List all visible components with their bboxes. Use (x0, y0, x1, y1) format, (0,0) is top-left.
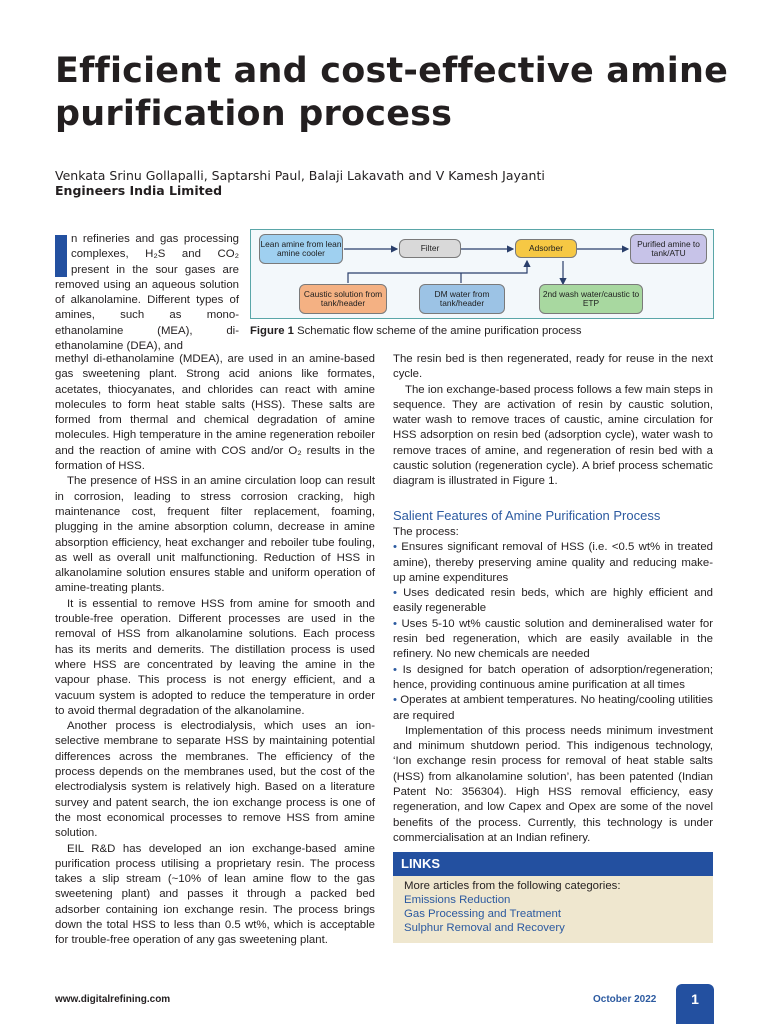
figure-caption (250, 325, 720, 337)
intro-text: n refineries and gas processing complexes, H₂S and CO₂ present in the sour gases are removed using an aqueous solution of alkanolamine. Different types of amines, such as mono-ethanolamine (MEA), di-ethanolamine (DEA), and (55, 233, 239, 353)
box-lean-amine: Lean amine from lean amine cooler (259, 234, 343, 264)
box-caustic-solution: Caustic solution from tank/header (299, 284, 387, 314)
links-body (393, 876, 713, 943)
box-purified-amine: Purified amine to tank/ATU (630, 234, 707, 264)
dropcap-letter-i (55, 235, 67, 277)
link-gas-processing[interactable]: Gas Processing and Treatment (404, 908, 562, 920)
bullet-item: • Ensures significant removal of HSS (i.e. <0.5 wt% in treated amine), thereby preserving amine quality and reducing make-up amine expenditures (393, 541, 713, 584)
box-dm-water: DM water from tank/header (419, 284, 505, 314)
left-p4: Another process is electrodialysis, which uses an ion-selective membrane to separate HSS by maintaining potential differences across the membranes. The efficiency of the process depends on the membranes used, but the cost of the electrodialysis system is relatively high. Based on a literature survey and patent search, the ion exchange process is one of the most economical processes to remove HSS from amine solution. (55, 720, 375, 840)
left-column (55, 352, 375, 949)
left-p1-cont: methyl di-ethanolamine (MDEA), are used in an amine-based gas sweetening plant. Strong acid anions like formates, acetates, thiocyanates, and chlorides can react with amine molecules to form heat stable salts (HSS). These salts are formed from thermal and chemical degradation of amine molecules. High temperature in the amine regeneration reboiler and the reaction of amine with COS and/or O₂ results in the formation of HSS. (55, 353, 375, 473)
bullet-icon: • (393, 587, 397, 600)
link-sulphur-removal[interactable]: Sulphur Removal and Recovery (404, 922, 565, 934)
bullet-icon: • (393, 617, 397, 630)
bullet-item: • Uses 5-10 wt% caustic solution and demineralised water for resin bed regeneration, which are easily available in the refinery. No new chemicals are needed (393, 617, 713, 661)
bullet-item: • Operates at ambient temperatures. No heating/cooling utilities are required (393, 694, 713, 722)
right-p1: The resin bed is then regenerated, ready for reuse in the next cycle. (393, 353, 713, 381)
section-heading: Salient Features of Amine Purification Process (393, 507, 661, 523)
authors: Venkata Srinu Gollapalli, Saptarshi Paul, Balaji Lakavath and V Kamesh Jayanti (55, 168, 545, 183)
right-p2: The ion exchange-based process follows a few main steps in sequence. They are activation of resin by caustic solution, water wash to remove traces of caustic, amine circulation for HSS adsorption on resin bed (adsorption cycle), water wash to remove traces of amine, and regeneration of resin bed with a caustic solution (regeneration cycle). A brief process schematic diagram is illustrated in Figure 1. (393, 383, 713, 488)
arrow-caustic-to-adsorber (348, 261, 527, 283)
left-p2: The presence of HSS in an amine circulation loop can result in corrosion, leading to stress corrosion cracking, high maintenance cost, frequent filter replacement, foaming, plugging in the amine absorption column, decrease in amine absorption efficiency, heat exchanger and reboiler tube fouling, as well as overall unit malfunctioning. Reduction of HSS in alkanolamine solution ensures stable and uniform operation of amine-treating plants. (55, 475, 375, 595)
caption-text: Schematic flow scheme of the amine purification process (293, 325, 582, 337)
caption-label: Figure 1 (250, 325, 294, 337)
footer-url[interactable]: www.digitalrefining.com (55, 994, 171, 1005)
bullet-item: • Is designed for batch operation of adsorption/regeneration; hence, providing continuous amine purification at all times (393, 663, 713, 691)
affiliation: Engineers India Limited (55, 183, 223, 198)
article-title: Efficient and cost-effective amine purification process (55, 51, 729, 134)
links-intro: More articles from the following categories: (404, 880, 621, 892)
right-column (393, 352, 713, 846)
bullet-item: • Uses dedicated resin beds, which are highly efficient and easily regenerable (393, 587, 713, 615)
box-filter: Filter (399, 239, 461, 258)
box-adsorber: Adsorber (515, 239, 577, 258)
box-wash-water: 2nd wash water/caustic to ETP (539, 284, 643, 314)
page-number: 1 (676, 984, 714, 1024)
bullet-icon: • (393, 541, 397, 554)
right-p3: Implementation of this process needs minimum investment and minimum shutdown period. This indigenous technology, ‘Ion exchange resin process for removal of heat stable salts (HSS) from alkanolamine solution’, has been patented (Indian Patent No: 356304). High HSS removal efficiency, easy regeneration, and low Capex and Opex are some of the novel benefits of the process. Currently, this technology is under commercialisation at an Indian refinery. (393, 724, 713, 844)
features-intro: The process: (393, 525, 459, 538)
link-emissions-reduction[interactable]: Emissions Reduction (404, 894, 511, 906)
bullet-icon: • (393, 694, 397, 707)
left-p5: EIL R&D has developed an ion exchange-based amine purification process utilising a proprietary resin. The process takes a slip stream (~10% of lean amine flow to the gas sweetening plant) and passes it through a packed bed adsorber containing ion exchange resin. The process brings down the total HSS to less than 0.5 wt%, which is acceptable for trouble-free operation of any gas sweetening plant. (55, 842, 375, 947)
links-heading: LINKS (393, 852, 713, 876)
process-flow-diagram (250, 229, 714, 319)
intro-paragraph (55, 232, 239, 354)
bullet-icon: • (393, 663, 397, 676)
footer-date: October 2022 (593, 994, 657, 1005)
links-box (393, 852, 713, 943)
left-p3: It is essential to remove HSS from amine for smooth and trouble-free operation. Different processes are used in the removal of HSS from alkanolamine solutions. Each process has its merits and demerits. The distillation process is used where HSS are concentrated by leaving the amine in the vapour phase. This process is not energy efficient, and a vacuum system is adopted to reduce the temperature in order to avoid thermal degradation of the alkanolamine. (55, 597, 375, 717)
